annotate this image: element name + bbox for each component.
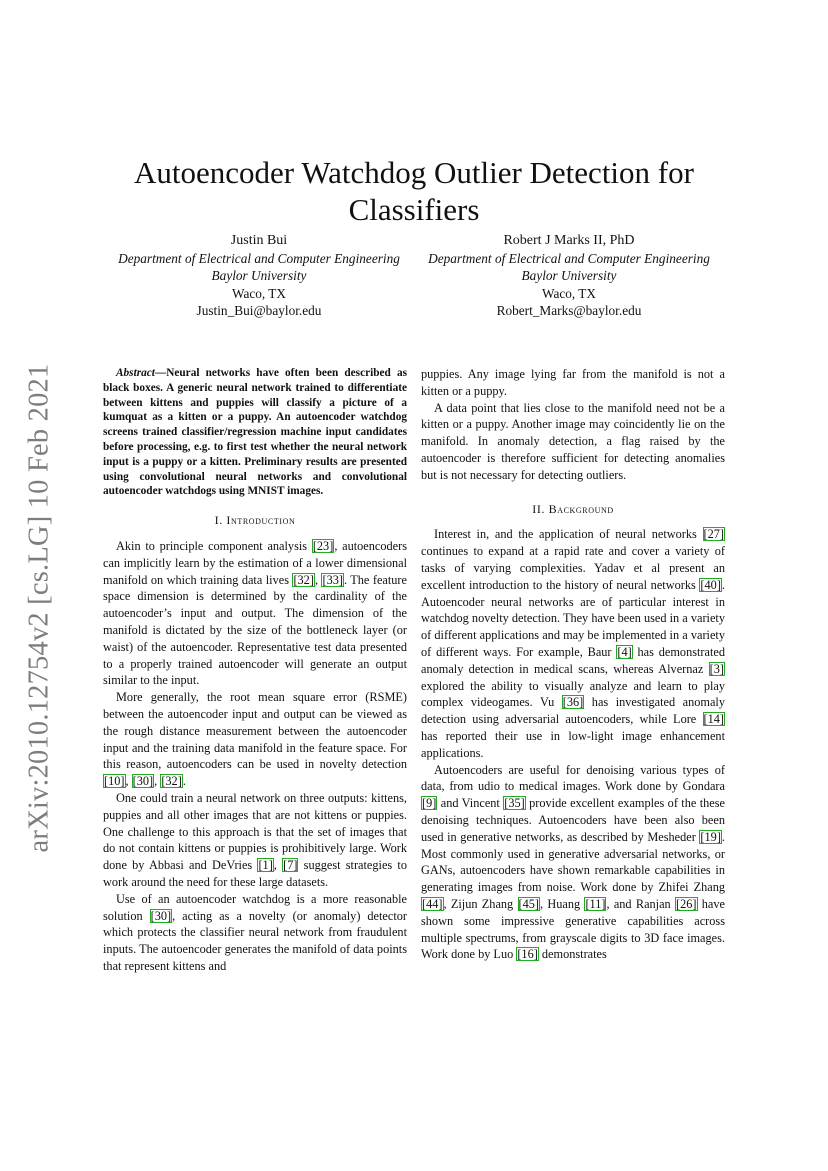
paragraph-text: has investigated anomaly detection using adversarial autoencoders, while Lore <box>421 695 725 727</box>
paragraph-text: , Zijun Zhang <box>443 896 518 911</box>
paragraph-text: . Autoencoder neural networks are of particular interest in watchdog novelty detection. They have been used in a variety of different applications and may be implemented in a variety of different ways. For example, Baur <box>421 577 725 659</box>
citation-link[interactable]: [14] <box>703 712 724 727</box>
paragraph-text: Autoencoders are useful for denoising various types of data, from udio to medical images. Work done by Gondara <box>421 762 725 794</box>
intro-paragraph-4 <box>103 891 407 975</box>
paragraph-text: More generally, the root mean square error (RSME) between the autoencoder input and output can be viewed as the rough distance measurement between the autoencoder input and the training data manifold in the feature space. For this reason, autoencoders can be used in novelty detection <box>103 690 407 772</box>
citation-link[interactable]: [19] <box>700 829 721 844</box>
author-email: Robert_Marks@baylor.edu <box>496 302 642 318</box>
paragraph-text: , <box>273 858 283 873</box>
paragraph-text: , acting as a novelty (or anomaly) detector which protects the classifier neural network from fraudulent inputs. The autoencoder generates the manifold of data points that represent kittens and <box>103 908 407 973</box>
author-name: Robert J Marks II, PhD <box>503 233 635 248</box>
paragraph-text: and Vincent <box>437 796 504 811</box>
abstract <box>103 366 407 499</box>
background-paragraph-1 <box>421 526 725 761</box>
citation-link[interactable]: [36] <box>562 695 584 710</box>
author-university: Baylor University <box>211 268 307 284</box>
paragraph-text: suggest strategies to work around the need for these large datasets. <box>103 858 407 889</box>
citation-link[interactable]: [26] <box>676 896 697 911</box>
paper-title: Autoencoder Watchdog Outlier Detection for Classifiers <box>134 154 694 227</box>
left-column <box>103 366 407 975</box>
author-block-2 <box>414 232 724 319</box>
paragraph-text: , autoencoders can implicitly learn by the estimation of a lower dimensional manifold on which training data lives <box>103 538 407 587</box>
citation-link[interactable]: [32] <box>161 774 182 789</box>
paragraph-text: , Huang <box>540 896 585 911</box>
intro-paragraph-3 <box>103 790 407 891</box>
arxiv-identifier-text: arXiv:2010.12754v2 [cs.LG] 10 Feb 2021 <box>23 363 54 853</box>
arxiv-identifier-stamp <box>9 363 69 853</box>
citation-link[interactable]: [23] <box>312 538 334 553</box>
citation-link[interactable]: [3] <box>709 661 724 676</box>
paragraph-text: Interest in, and the application of neural networks <box>434 527 703 542</box>
author-location: Waco, TX <box>541 285 597 301</box>
citation-link[interactable]: [30] <box>132 774 154 789</box>
paragraph-text: provide excellent examples of the these denoising techniques. Autoencoders have been also been used in generative networks, as described by Mesheder <box>421 796 725 844</box>
intro-paragraph-2 <box>103 689 407 790</box>
citation-link[interactable]: [32] <box>293 572 314 587</box>
citation-link[interactable]: [16] <box>517 947 538 962</box>
background-paragraph-2 <box>421 762 725 964</box>
abstract-label: Abstract <box>116 367 155 379</box>
intro-continuation-paragraph: puppies. Any image lying far from the manifold is not a kitten or a puppy. <box>421 367 725 398</box>
paragraph-text: Akin to principle component analysis <box>116 538 312 553</box>
citation-link[interactable]: [10] <box>104 774 125 789</box>
paragraph-text: . The feature space dimension is determined by the cardinality of the autoencoder’s input and output. The dimension of the manifold is dictated by the size of the bottleneck layer (or waist) of the autoencoder. Representative test data presented to a properly trained autoencoder will generate an output similar to the input. <box>103 572 407 688</box>
intro-paragraph-1 <box>103 538 407 689</box>
paragraph-text: have shown some impressive generative capabilities across multiple spectrums, from grayscale digits to 3D face images. Work done by Luo <box>421 896 725 962</box>
paragraph-text: has reported their use in low-light image enhancement applications. <box>421 728 725 760</box>
author-email: Justin_Bui@baylor.edu <box>196 302 322 318</box>
author-university: Baylor University <box>521 268 617 284</box>
citation-link[interactable]: [30] <box>150 908 172 923</box>
author-name: Justin Bui <box>230 233 288 248</box>
paragraph-text: , and Ranjan <box>606 896 675 911</box>
citation-link[interactable]: [33] <box>322 572 343 587</box>
citation-link[interactable]: [35] <box>504 796 525 811</box>
paragraph-text: explored the ability to visually analyze and learn to play complex videogames. Vu <box>421 678 725 710</box>
citation-link[interactable]: [27] <box>703 527 724 542</box>
author-location: Waco, TX <box>231 285 287 301</box>
paragraph-text: has demonstrated anomaly detection in medical scans, whereas Alvernaz <box>421 644 725 676</box>
citation-link[interactable]: [45] <box>518 896 539 911</box>
paragraph-text: . <box>182 774 186 789</box>
abstract-text: —Neural networks have often been described as black boxes. A generic neural network trained to differentiate between kittens and puppies will classify a picture of a kumquat as a kitten or a puppy. An autoencoder watchdog screens trained classifier/regression machine input candidates before processing, e.g. to first test whether the neural network input is a puppy or a kitten. Preliminary results are presented using convolutional neural networks and convolutional autoencoder watchdogs using MNIST images. <box>103 367 407 498</box>
paragraph-text: demonstrates <box>538 947 607 962</box>
author-block-1 <box>104 232 414 319</box>
citation-link[interactable]: [40] <box>700 577 721 592</box>
citation-link[interactable]: [9] <box>422 796 437 811</box>
paragraph-text: continues to expand at a rapid rate and cover a variety of tasks of varying complexities. Yadav et al present an excellent introduction to the history of neural networks <box>421 544 725 592</box>
citation-link[interactable]: [1] <box>258 858 273 873</box>
author-department: Department of Electrical and Computer Engineering <box>118 251 400 267</box>
paragraph-text: Use of an autoencoder watchdog is a more reasonable solution <box>103 891 407 923</box>
citation-link[interactable]: [7] <box>283 858 298 873</box>
paragraph-text: , <box>154 774 161 789</box>
paragraph-text: , <box>125 774 132 789</box>
paragraph-text: One could train a neural network on three outputs: kittens, puppies and all other images that are not kittens or puppies. One challenge to this approach is that the set of images that do not contain kittens or puppies is prohibitively large. Work done by Abbasi and DeVries <box>103 790 407 873</box>
section-heading-background: II. Background <box>532 501 614 516</box>
citation-link[interactable]: [11] <box>585 896 606 911</box>
section-heading-introduction: I. Introduction <box>214 513 296 528</box>
paragraph-text: , <box>314 572 322 587</box>
author-department: Department of Electrical and Computer Engineering <box>428 251 710 267</box>
citation-link[interactable]: [44] <box>422 896 443 911</box>
citation-link[interactable]: [4] <box>617 644 632 659</box>
right-column <box>421 366 725 963</box>
intro-paragraph-5: A data point that lies close to the manifold need not be a kitten or a puppy. Another image may coincidently lie on the manifold. In anomaly detection, a flag raised by the autoencoder is therefore sufficient for detecting anomalies but is not necessary for detecting outliers. <box>421 400 725 482</box>
paragraph-text: . Most commonly used in generative adversarial networks, or GANs, autoencoders have shown remarkable capabilities in generating images from noise. Work done by Zhifei Zhang <box>421 829 725 895</box>
